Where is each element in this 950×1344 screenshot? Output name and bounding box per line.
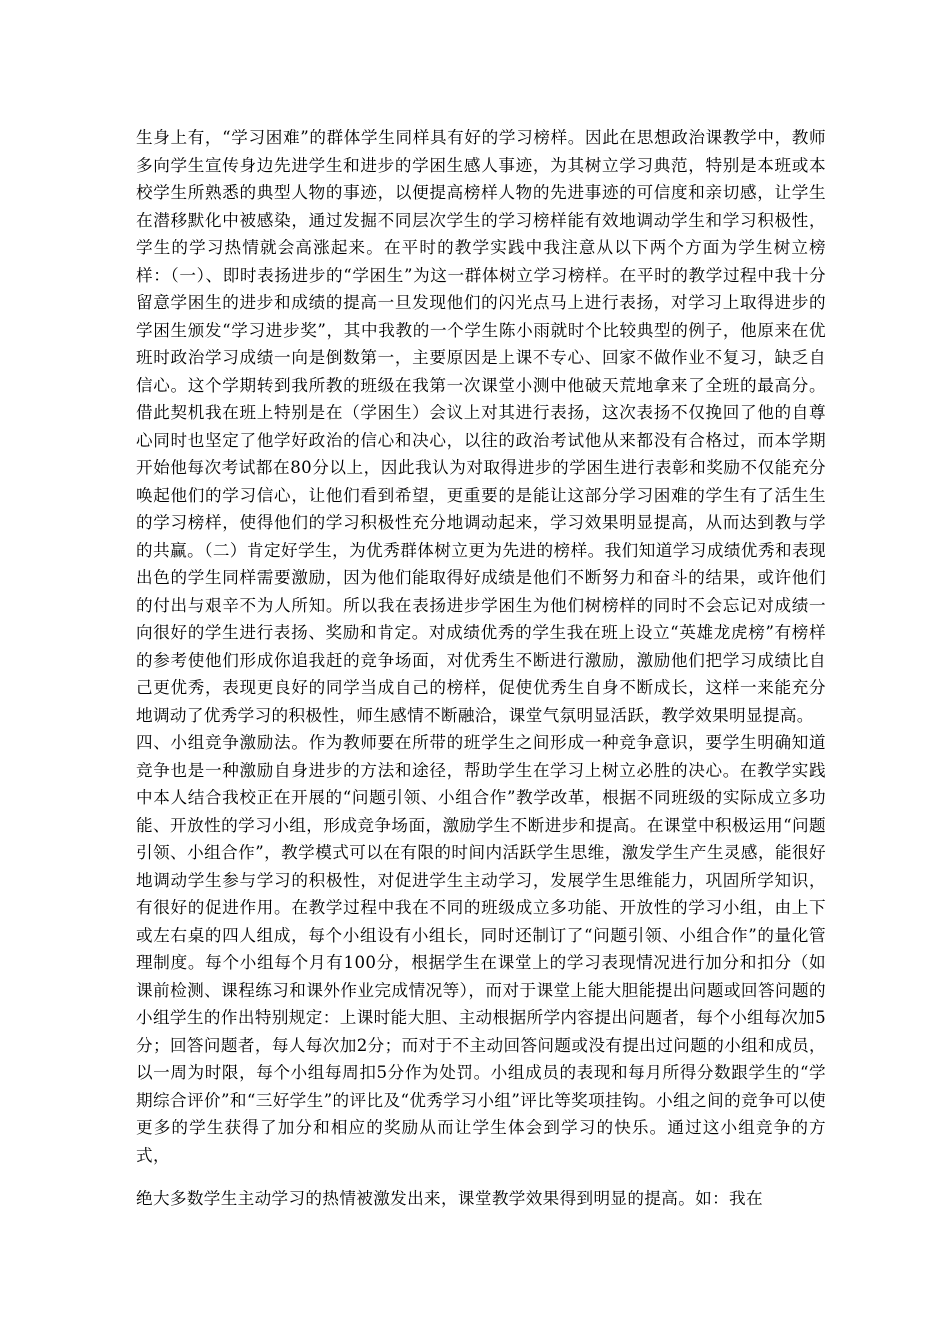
paragraph-continuation: 绝大多数学生主动学习的热情被激发出来，课堂教学效果得到明显的提高。如：我在 xyxy=(136,1189,763,1208)
paragraph-group-competition: 四、小组竞争激励法。作为教师要在所带的班学生之间形成一种竞争意识，要学生明确知道竞争也是一种激励自身进步的方法和途径，帮助学生在学习上树立必胜的决心。在教学实践中本人结合我校正在开展的“问题引领、小组合作”教学改革，根据不同班级的实际成立多功能、开放性的学习小组，形成竞争场面，激励学生不断进步和提高。在课堂中积极运用“问题引领、小组合作”，教学模式可以在有限的时间内活跃学生思维，激发学生产生灵感，能很好地调动学生参与学习的积极性，对促进学生主动学习，发展学生思维能力，巩固所学知识，有很好的促进作用。在教学过程中我在不同的班级成立多功能、开放性的学习小组，由上下或左右桌的四人组成，每个小组设有小组长，同时还制订了“问题引领、小组合作”的量化管理制度。每个小组每个月有100分，根据学生在课堂上的学习表现情况进行加分和扣分（如课前检测、课程练习和课外作业完成情况等），而对于课堂上能大胆能提出问题或回答问题的小组学生的作出特别规定：上课时能大胆、主动根据所学内容提出问题者，每个小组每次加5分；回答问题者，每人每次加2分；而对于不主动回答问题或没有提出过问题的小组和成员，以一周为时限，每个小组每周扣5分作为处罚。小组成员的表现和每月所得分数跟学生的“学期综合评价”和“三好学生”的评比及“优秀学习小组”评比等奖项挂钩。小组之间的竞争可以使更多的学生获得了加分和相应的奖励从而让学生体会到学习的快乐。通过这小组竞争的方式， xyxy=(136,733,826,1165)
paragraph-role-models: 生身上有，“学习困难”的群体学生同样具有好的学习榜样。因此在思想政治课教学中，教师多向学生宣传身边先进学生和进步的学困生感人事迹，为其树立学习典范，特别是本班或本校学生所熟悉的典型人物的事迹，以便提高榜样人物的先进事迹的可信度和亲切感，让学生在潜移默化中被感染，通过发掘不同层次学生的学习榜样能有效地调动学生和学习积极性，学生的学习热情就会高涨起来。在平时的教学实践中我注意从以下两个方面为学生树立榜样：（一）、即时表扬进步的“学困生”为这一群体树立学习榜样。在平时的教学过程中我十分留意学困生的进步和成绩的提高一旦发现他们的闪光点马上进行表扬，对学习上取得进步的学困生颁发“学习进步奖”，其中我教的一个学生陈小雨就时个比较典型的例子，他原来在优班时政治学习成绩一向是倒数第一，主要原因是上课不专心、回家不做作业不复习，缺乏自信心。这个学期转到我所教的班级在我第一次课堂小测中他破天荒地拿来了全班的最高分。借此契机我在班上特别是在（学困生）会议上对其进行表扬，这次表扬不仅挽回了他的自尊心同时也坚定了他学好政治的信心和决心，以往的政治考试他从来都没有合格过，而本学期开始他每次考试都在80分以上，因此我认为对取得进步的学困生进行表彰和奖励不仅能充分唤起他们的学习信心，让他们看到希望，更重要的是能让这部分学习困难的学生有了活生生的学习榜样，使得他们的学习积极性充分地调动起来，学习效果明显提高，从而达到教与学的共赢。（二）肯定好学生，为优秀群体树立更为先进的榜样。我们知道学习成绩优秀和表现出色的学生同样需要激励，因为他们能取得好成绩是他们不断努力和奋斗的结果，或许他们的付出与艰辛不为人所知。所以我在表扬进步学困生为他们树榜样的同时不会忘记对成绩一向很好的学生进行表扬、奖励和肯定。对成绩优秀的学生我在班上设立“英雄龙虎榜”有榜样的参考使他们形成你追我赶的竞争场面，对优秀生不断进行激励，激励他们把学习成绩比自己更优秀，表现更良好的同学当成自己的榜样，促使优秀生自身不断成长，这样一来能充分地调动了优秀学习的积极性，师生感情不断融洽，课堂气氛明显活跃，教学效果明显提高。 xyxy=(136,128,826,725)
document-page xyxy=(136,124,826,1213)
paragraph-gap xyxy=(136,1169,826,1185)
